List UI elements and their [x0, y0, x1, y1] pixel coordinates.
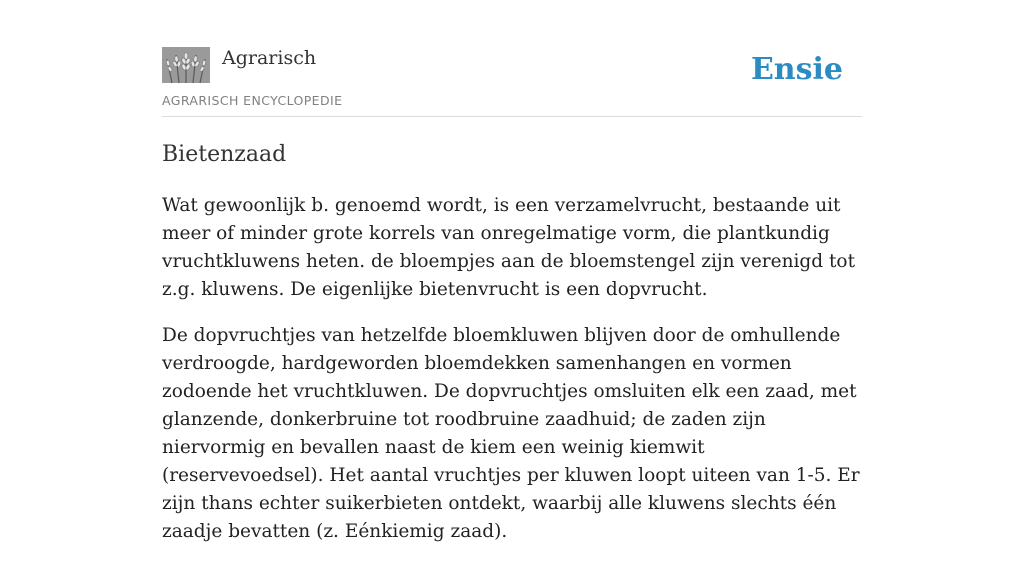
article-body	[162, 192, 862, 564]
source-avatar[interactable]	[162, 47, 210, 83]
source-subtitle[interactable]: AGRARISCH ENCYCLOPEDIE	[162, 93, 343, 108]
article-title: Bietenzaad	[162, 142, 287, 167]
wheat-icon	[162, 47, 210, 83]
article-paragraph: De dopvruchtjes van hetzelfde bloemkluwen blijven door de omhullende verdroogde, hardgeworden bloemdekken samenhangen en vormen zodoende het vruchtkluwen. De dopvruchtjes omsluiten elk een zaad, met glanzende, donkerbruine tot roodbruine zaadhuid; de zaden zijn niervormig en bevallen naast de kiem een weinig kiemwit (reservevoedsel). Het aantal vruchtjes per kluwen loopt uiteen van 1-5. Er zijn thans echter suikerbieten ontdekt, waarbij alle kluwens slechts één zaadje bevatten (z. Eénkiemig zaad).	[162, 325, 860, 542]
ensie-logo[interactable]: Ensie	[750, 52, 843, 87]
source-name[interactable]: Agrarisch	[222, 47, 317, 69]
source-header	[162, 44, 862, 117]
article-paragraph: Wat gewoonlijk b. genoemd wordt, is een verzamelvrucht, bestaande uit meer of minder grote korrels van onregelmatige vorm, die plantkundig vruchtkluwens heten. de bloempjes aan de bloemstengel zijn verenigd tot z.g. kluwens. De eigenlijke bietenvrucht is een dopvrucht.	[162, 195, 856, 300]
page	[162, 0, 862, 542]
